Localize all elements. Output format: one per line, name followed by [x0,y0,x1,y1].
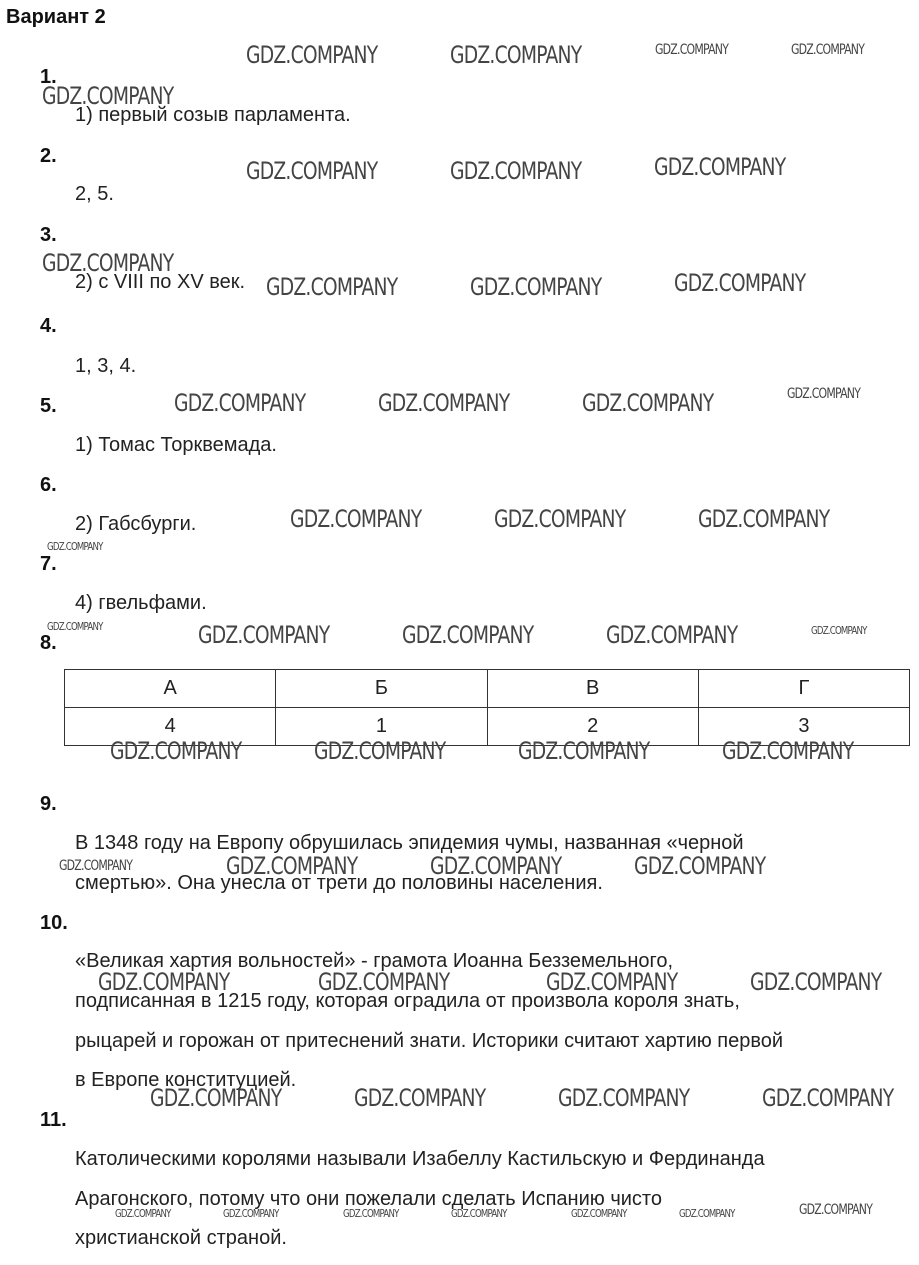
watermark: GDZ.COMPANY [198,621,330,649]
watermark: GDZ.COMPANY [223,1207,279,1220]
watermark: GDZ.COMPANY [354,1084,486,1112]
watermark: GDZ.COMPANY [470,273,602,301]
matching-table [64,669,910,746]
question-number: 8. [40,632,57,654]
table-cell: 3 [698,708,909,746]
table-header-cell: В [487,670,698,708]
answer-text: 1) Томас Торквемада. [75,434,277,456]
answer-line: в Европе конституцией. [75,1069,297,1091]
question-number: 10. [40,912,68,934]
table-row [65,708,910,746]
answer-line: смертью». Она унесла от трети до половины населения. [75,872,603,894]
watermark: GDZ.COMPANY [47,540,103,553]
watermark: GDZ.COMPANY [811,624,867,637]
question-number: 2. [40,145,57,167]
question-number: 11. [40,1109,67,1131]
question-number: 9. [40,793,57,815]
watermark: GDZ.COMPANY [226,852,358,880]
watermark: GDZ.COMPANY [791,42,865,58]
answer-text: 1, 3, 4. [75,355,137,377]
watermark: GDZ.COMPANY [451,1207,507,1220]
watermark: GDZ.COMPANY [430,852,562,880]
watermark: GDZ.COMPANY [59,858,133,874]
question-number: 4. [40,315,57,337]
watermark: GDZ.COMPANY [378,389,510,417]
watermark: GDZ.COMPANY [674,269,806,297]
question-number: 1. [40,66,57,88]
watermark: GDZ.COMPANY [42,249,174,277]
watermark: GDZ.COMPANY [655,42,729,58]
table-header-cell: Б [276,670,487,708]
answer-line: подписанная в 1215 году, которая оградила от произвола короля знать, [75,990,740,1012]
watermark: GDZ.COMPANY [787,386,861,402]
watermark: GDZ.COMPANY [115,1207,171,1220]
watermark: GDZ.COMPANY [402,621,534,649]
answer-text: 2, 5. [75,183,114,205]
watermark: GDZ.COMPANY [343,1207,399,1220]
table-header-row [65,670,910,708]
watermark: GDZ.COMPANY [762,1084,894,1112]
question-number: 7. [40,553,57,575]
watermark: GDZ.COMPANY [582,389,714,417]
page-title: Вариант 2 [6,6,106,28]
answer-text: 1) первый созыв парламента. [75,104,351,126]
watermark: GDZ.COMPANY [98,968,230,996]
watermark: GDZ.COMPANY [546,968,678,996]
watermark: GDZ.COMPANY [42,82,174,110]
watermark: GDZ.COMPANY [150,1084,282,1112]
watermark: GDZ.COMPANY [799,1202,873,1218]
watermark: GDZ.COMPANY [679,1207,735,1220]
watermark: GDZ.COMPANY [494,505,626,533]
question-number: 6. [40,474,57,496]
watermark: GDZ.COMPANY [174,389,306,417]
watermark: GDZ.COMPANY [318,968,450,996]
answer-line: В 1348 году на Европу обрушилась эпидемия чумы, названная «черной [75,832,744,854]
watermark: GDZ.COMPANY [722,737,854,765]
answer-text: 2) с VIII по XV век. [75,271,246,293]
question-number: 5. [40,395,57,417]
answer-line: Арагонского, потому что они пожелали сделать Испанию чисто [75,1188,662,1210]
watermark: GDZ.COMPANY [558,1084,690,1112]
answer-line: «Великая хартия вольностей» - грамота Иоанна Безземельного, [75,950,674,972]
watermark: GDZ.COMPANY [654,153,786,181]
watermark: GDZ.COMPANY [518,737,650,765]
watermark: GDZ.COMPANY [750,968,882,996]
table-header-cell: А [65,670,276,708]
answer-line: Католическими королями называли Изабеллу Кастильскую и Фердинанда [75,1148,765,1170]
watermark: GDZ.COMPANY [450,41,582,69]
table-cell: 4 [65,708,276,746]
answer-line: рыцарей и горожан от притеснений знати. Историки считают хартию первой [75,1030,784,1052]
watermark: GDZ.COMPANY [246,41,378,69]
watermark: GDZ.COMPANY [110,737,242,765]
watermark: GDZ.COMPANY [47,620,103,633]
watermark: GDZ.COMPANY [246,157,378,185]
table-cell: 2 [487,708,698,746]
watermark: GDZ.COMPANY [606,621,738,649]
watermark: GDZ.COMPANY [698,505,830,533]
answer-line: христианской страной. [75,1227,287,1249]
watermark: GDZ.COMPANY [571,1207,627,1220]
question-number: 3. [40,224,57,246]
answer-text: 4) гвельфами. [75,592,207,614]
watermark: GDZ.COMPANY [266,273,398,301]
watermark: GDZ.COMPANY [634,852,766,880]
watermark: GDZ.COMPANY [450,157,582,185]
table-cell: 1 [276,708,487,746]
answer-text: 2) Габсбурги. [75,513,197,535]
watermark: GDZ.COMPANY [314,737,446,765]
table-header-cell: Г [698,670,909,708]
watermark: GDZ.COMPANY [290,505,422,533]
